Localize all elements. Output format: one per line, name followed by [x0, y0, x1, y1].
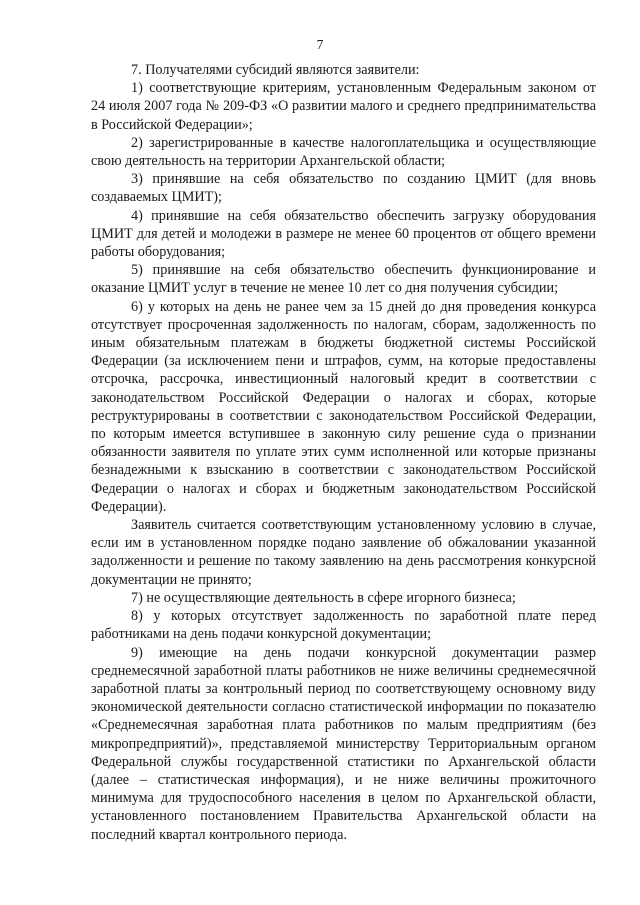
paragraph-item-7: 7) не осуществляющие деятельность в сфере игорного бизнеса; [131, 589, 516, 606]
paragraph-item-2: 2) зарегистрированные в качестве налогоплательщика и осуществляющие свою деятельность на территории Архангельской области; [91, 134, 596, 170]
page-number: 7 [316, 37, 324, 52]
paragraph-item-5: 5) принявшие на себя обязательство обеспечить функционирование и оказание ЦМИТ услуг в течение не менее 10 лет со дня получения субсидии; [91, 262, 596, 297]
paragraph-item-8: 8) у которых отсутствует задолженность по заработной плате перед работниками на день подачи конкурсной документации; [91, 608, 596, 643]
paragraph-item-6-note: Заявитель считается соответствующим установленному условию в случае, если им в установленном порядке подано заявление об обжаловании указанной задолженности и решение по такому заявлению на день рассмотрения конкурсной документации не принято; [91, 517, 596, 588]
paragraph-item-3: 3) принявшие на себя обязательство по созданию ЦМИТ (для вновь создаваемых ЦМИТ); [91, 171, 596, 206]
document-body [91, 61, 596, 844]
paragraph-recipients-heading: 7. Получателями субсидий являются заявители: [131, 62, 420, 78]
paragraph-item-6: 6) у которых на день не ранее чем за 15 дней до дня проведения конкурса отсутствует просроченная задолженность по налогам, сборам, задолженность по иным обязательным платежам в бюджеты бюджетной системы Российской Федерации (за исключением пени и штрафов, сумм, на которые предоставлены отсрочка, рассрочка, инвестиционный налоговый кредит в соответствии с законодательством Российской Федерации о налогах и сборах, которые реструктурированы в соответствии с законодательством Российской Федерации, по которым имеется вступившее в законную силу решение суда о признании обязанности заявителя по уплате этих сумм исполненной или которые признаны безнадежными к взысканию в соответствии с законодательством Российской Федерации о налогах и сборах и бюджетным законодательством Российской Федерации). [91, 298, 596, 515]
paragraph-item-4: 4) принявшие на себя обязательство обеспечить загрузку оборудования ЦМИТ для детей и молодежи в размере не менее 60 процентов от общего времени работы оборудования; [91, 207, 596, 261]
paragraph-item-9: 9) имеющие на день подачи конкурсной документации размер среднемесячной заработной платы работников не ниже величины среднемесячной заработной платы за контрольный период по соответствующему основному виду экономической деятельности согласно статистической информации по показателю «Среднемесячная заработная плата работников по малым предприятиям (без микропредприятий)», представляемой министерству Территориальным органом Федеральной службы государственной статистики по Архангельской области (далее – статистическая информация), и не ниже величины прожиточного минимума для трудоспособного населения в целом по Архангельской области, установленного постановлением Правительства Архангельской области на последний квартал контрольного периода. [91, 644, 596, 843]
paragraph-item-1: 1) соответствующие критериям, установленным Федеральным законом от 24 июля 2007 года № 209-ФЗ «О развитии малого и среднего предпринимательства в Российской Федерации»; [91, 80, 596, 133]
